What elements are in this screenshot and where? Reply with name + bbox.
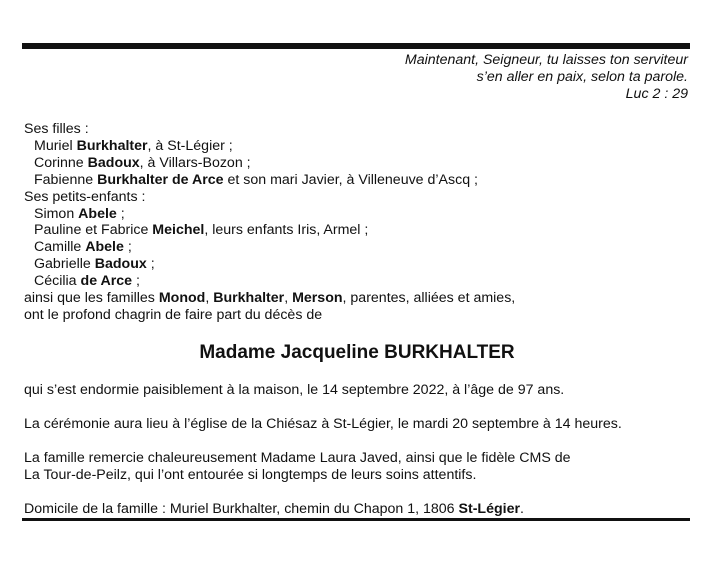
family-name-burkhalter: Burkhalter <box>213 290 285 307</box>
families-separator: , <box>205 290 214 307</box>
top-rule <box>22 43 690 49</box>
family-list <box>24 121 515 324</box>
daughter-surname: Badoux <box>87 154 140 171</box>
daughter-place: et son mari Javier, à Villeneuve d’Ascq ; <box>223 171 478 188</box>
grandchild-surname: Abele <box>85 239 124 256</box>
verse-line-1: Maintenant, Seigneur, tu laisses ton serviteur <box>404 52 688 68</box>
grandchild-suffix: ; <box>146 256 155 273</box>
grandchild-suffix: ; <box>132 273 140 290</box>
domicile-period: . <box>520 501 524 517</box>
ceremony-notice: La cérémonie aura lieu à l’église de la Chiésaz à St-Légier, le mardi 20 septembre à 14 heures. <box>24 416 622 432</box>
extended-families <box>24 290 515 307</box>
daughter-place: , à Villars-Bozon ; <box>139 154 251 171</box>
family-domicile <box>24 501 524 518</box>
deceased-name: Madame Jacqueline BURKHALTER <box>199 342 515 363</box>
families-text-end: , parentes, alliées et amies, <box>342 290 516 307</box>
thanks-paragraph <box>24 450 571 484</box>
verse-line-2: s’en aller en paix, selon ta parole. <box>476 69 688 85</box>
grandchild-first-name: Pauline et Fabrice <box>34 222 153 239</box>
grandchild-surname: Badoux <box>94 256 147 273</box>
domicile-town: St-Légier <box>458 501 521 517</box>
daughter-surname: Burkhalter de Arce <box>97 171 224 188</box>
families-text: ainsi que les familles <box>24 290 159 307</box>
bible-verse <box>405 52 688 103</box>
families-separator: , <box>284 290 293 307</box>
bottom-rule <box>22 518 690 521</box>
grandchild-surname: Meichel <box>152 222 205 239</box>
grandchild-item <box>24 222 515 239</box>
daughter-item <box>24 138 515 155</box>
family-name-monod: Monod <box>158 290 206 307</box>
family-name-merson: Merson <box>292 290 343 307</box>
grandchild-item <box>24 273 515 290</box>
thanks-line-1: La famille remercie chaleureusement Madame Laura Javed, ainsi que le fidèle CMS de <box>24 450 571 466</box>
grandchild-first-name: Camille <box>34 239 86 256</box>
grandchild-item <box>24 239 515 256</box>
verse-reference: Luc 2 : 29 <box>625 86 688 102</box>
daughter-item <box>24 172 515 189</box>
grandchild-surname: Abele <box>78 205 117 222</box>
grandchild-first-name: Simon <box>34 205 79 222</box>
daughter-first-name: Corinne <box>34 154 88 171</box>
grandchild-surname: de Arce <box>80 273 133 290</box>
daughter-first-name: Fabienne <box>34 171 98 188</box>
daughter-place: , à St-Légier ; <box>147 137 233 154</box>
daughter-item <box>24 155 515 172</box>
death-notice: qui s’est endormie paisiblement à la maison, le 14 septembre 2022, à l’âge de 97 ans. <box>24 382 565 398</box>
grandchild-first-name: Gabrielle <box>34 256 95 273</box>
daughters-heading: Ses filles : <box>24 121 89 137</box>
grandchild-suffix: ; <box>123 239 132 256</box>
grandchild-item <box>24 256 515 273</box>
daughter-surname: Burkhalter <box>76 137 148 154</box>
grandchild-item <box>24 206 515 223</box>
announcement-line: ont le profond chagrin de faire part du décès de <box>24 306 323 323</box>
grandchild-suffix: , leurs enfants Iris, Armel ; <box>204 222 369 239</box>
grandchild-first-name: Cécilia <box>34 273 81 290</box>
grandchild-suffix: ; <box>116 205 125 222</box>
daughter-first-name: Muriel <box>34 137 77 154</box>
domicile-address: Domicile de la famille : Muriel Burkhalter, chemin du Chapon 1, 1806 <box>24 501 459 517</box>
grandchildren-heading: Ses petits-enfants : <box>24 188 146 205</box>
thanks-line-2: La Tour-de-Peilz, qui l’ont entourée si longtemps de leurs soins attentifs. <box>24 467 477 483</box>
